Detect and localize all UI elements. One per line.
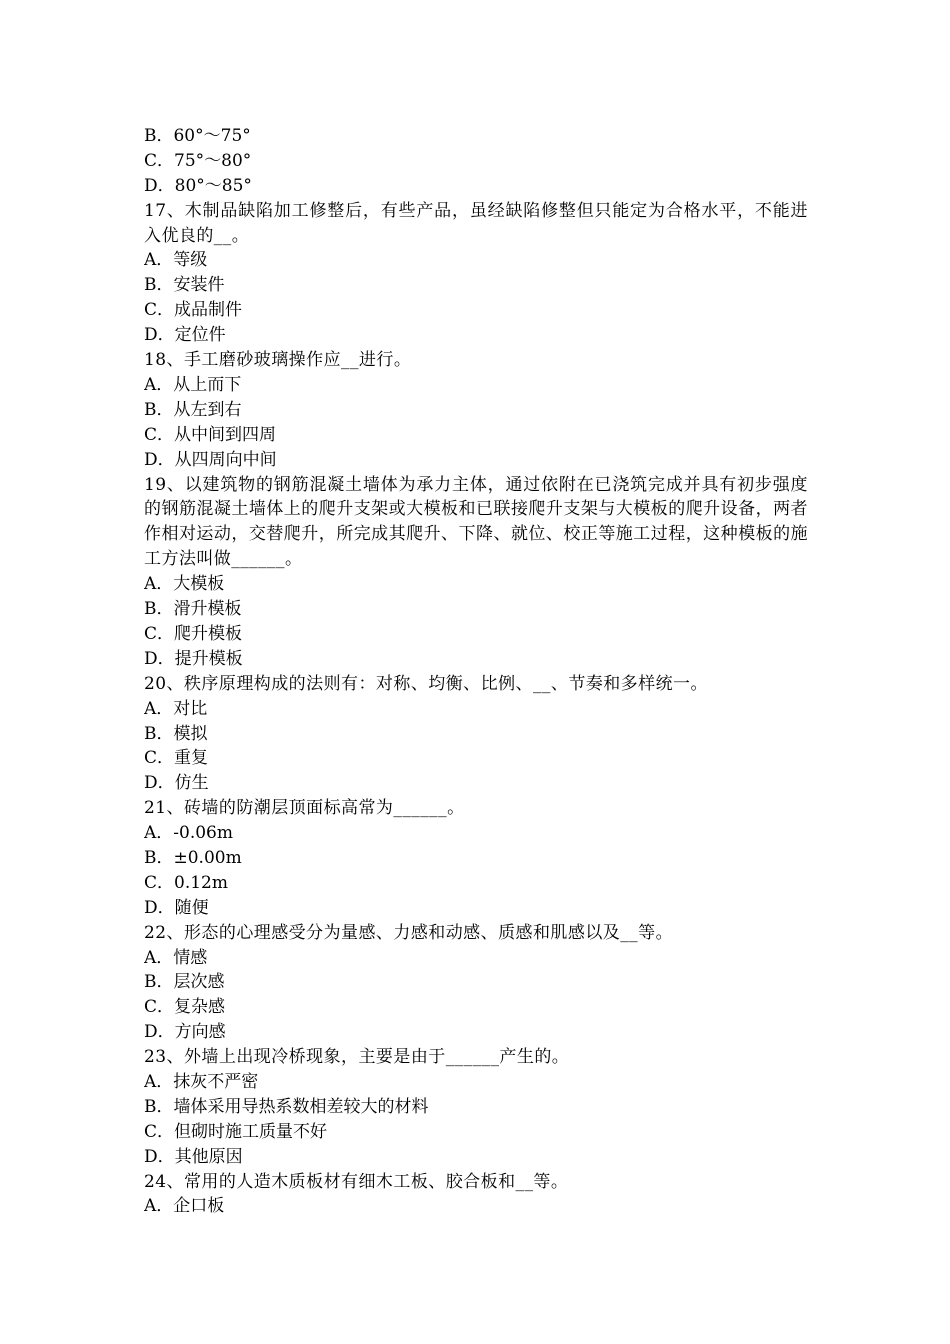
question-19-option-d: D．提升模板	[144, 648, 243, 669]
question-22-option-d: D．方向感	[144, 1022, 226, 1043]
question-22-option-c: C．复杂感	[144, 997, 226, 1018]
question-18-option-a: A．从上而下	[144, 374, 242, 395]
question-17-stem: 17、木制品缺陷加工修整后，有些产品，虽经缺陷修整但只能定为合格水平，不能进入优良的__。	[144, 200, 808, 246]
question-18-option-b: B．从左到右	[144, 399, 242, 420]
question-19-option-a: A．大模板	[144, 574, 225, 595]
question-17-option-c: C．成品制件	[144, 300, 243, 321]
question-19-stem: 19、以建筑物的钢筋混凝土墙体为承力主体，通过依附在已浇筑完成并具有初步强度的钢筋混凝土墙体上的爬升支架或大模板和已联接爬升支架与大模板的爬升设备，两者作相对运动，交替爬升，所完成其爬升、下降、就位、校正等施工过程，这种模板的施工方法叫做______。	[144, 474, 808, 570]
question-22-option-a: A．情感	[144, 947, 208, 968]
option-d-prev: D．80°～85°	[144, 175, 252, 196]
question-23-option-a: A．抹灰不严密	[144, 1072, 259, 1093]
question-18-stem: 18、手工磨砂玻璃操作应__进行。	[144, 350, 412, 371]
option-c-prev: C．75°～80°	[144, 150, 252, 171]
question-21-option-d: D．随便	[144, 897, 209, 918]
question-23-option-b: B．墙体采用导热系数相差较大的材料	[144, 1096, 429, 1117]
question-20-option-d: D．仿生	[144, 773, 209, 794]
question-23-stem: 23、外墙上出现冷桥现象，主要是由于______产生的。	[144, 1047, 570, 1068]
question-19-option-b: B．滑升模板	[144, 599, 242, 620]
question-22-option-b: B．层次感	[144, 972, 225, 993]
question-20-option-c: C．重复	[144, 748, 209, 769]
document-page	[144, 124, 808, 1219]
question-17-option-a: A．等级	[144, 250, 208, 271]
question-21-option-a: A．-0.06m	[144, 823, 233, 844]
question-23-option-c: C．但砌时施工质量不好	[144, 1121, 328, 1142]
question-18-option-c: C．从中间到四周	[144, 424, 277, 445]
question-24-stem: 24、常用的人造木质板材有细木工板、胶合板和__等。	[144, 1171, 569, 1192]
question-17-option-b: B．安装件	[144, 275, 225, 296]
question-22-stem: 22、形态的心理感受分为量感、力感和动感、质感和肌感以及__等。	[144, 922, 674, 943]
question-18-option-d: D．从四周向中间	[144, 449, 277, 470]
question-20-option-b: B．模拟	[144, 723, 208, 744]
question-21-option-b: B．±0.00m	[144, 847, 242, 868]
question-19-option-c: C．爬升模板	[144, 623, 243, 644]
question-23-option-d: D．其他原因	[144, 1146, 243, 1167]
question-24-option-a: A．企口板	[144, 1196, 225, 1217]
question-20-stem: 20、秩序原理构成的法则有：对称、均衡、比例、__、节奏和多样统一。	[144, 673, 708, 694]
question-21-stem: 21、砖墙的防潮层顶面标高常为______。	[144, 798, 465, 819]
option-b-prev: B．60°～75°	[144, 126, 251, 146]
question-21-option-c: C．0.12m	[144, 872, 228, 893]
question-20-option-a: A．对比	[144, 698, 208, 719]
question-17-option-d: D．定位件	[144, 325, 226, 346]
